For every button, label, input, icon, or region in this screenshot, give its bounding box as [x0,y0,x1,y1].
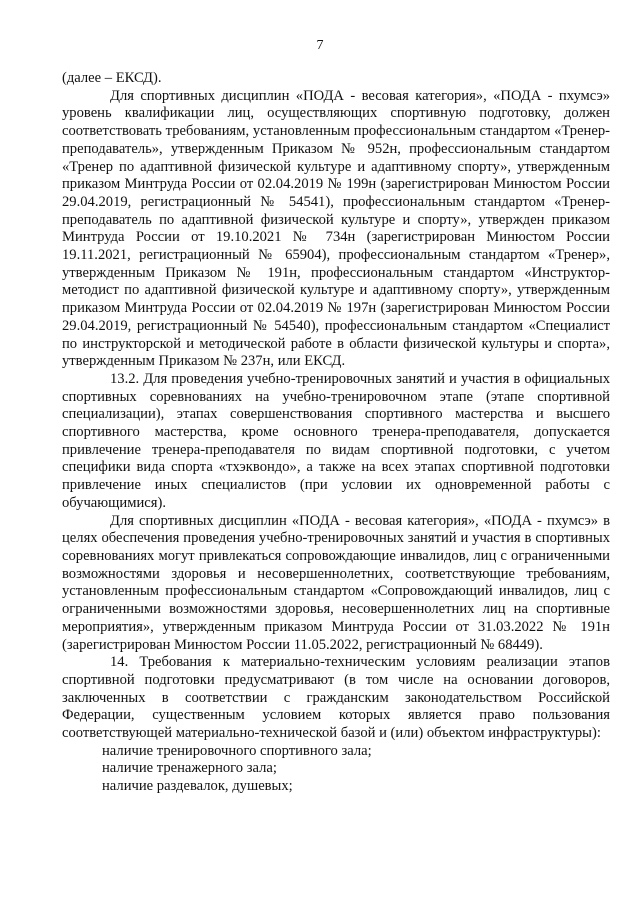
document-body [62,70,610,796]
paragraph-13-2: 13.2. Для проведения учебно-тренировочных занятий и участия в официальных спортивных соревнованиях на учебно-тренировочном этапе (этапе спортивной специализации), этапах совершенствования спортивного мастерства и высшего спортивного мастерства, кроме основного тренера-преподавателя, допускается привлечение тренера-преподавателя по видам спортивной подготовки, с учетом специфики вида спорта «тхэквондо», а также на всех этапах спортивной подготовки привлечение иных специалистов (при условии их одновременной работы с обучающимися). [62,370,610,511]
paragraph-poda-escorts: Для спортивных дисциплин «ПОДА - весовая категория», «ПОДА - пхумсэ» в целях обеспечения проведения учебно-тренировочных занятий и участия в спортивных соревнованиях могут привлекаться сопровождающие инвалидов, лиц с ограниченными возможностями здоровья и несовершеннолетних, соответствующие требованиям, установленным профессиональным стандартом «Сопровождающий инвалидов, лиц с ограниченными возможностями здоровья, несовершеннолетних лиц на спортивные мероприятия», утвержденным приказом Минтруда России от 31.03.2022 № 191н (зарегистрирован Минюстом России 11.05.2022, регистрационный № 68449). [62,512,610,653]
paragraph-14-requirements: 14. Требования к материально-техническим условиям реализации этапов спортивной подготовки предусматривают (в том числе на основании договоров, заключенных в соответствии с гражданским законодательством Российской Федерации, существенным условием которых является право пользования соответствующей материально-технической базой и (или) объектом инфраструктуры): [62,654,610,742]
list-item-gym: наличие тренажерного зала; [102,760,277,777]
page-number: 7 [316,38,324,53]
list-item-training-hall: наличие тренировочного спортивного зала; [102,742,372,759]
list-item-locker-rooms: наличие раздевалок, душевых; [102,778,293,795]
paragraph-poda-qualification: Для спортивных дисциплин «ПОДА - весовая категория», «ПОДА - пхумсэ» уровень квалификации лиц, осуществляющих спортивную подготовку, должен соответствовать требованиям, установленным профессиональным стандартом «Тренер-преподаватель», утвержденным Приказом № 952н, профессиональным стандартом «Тренер по адаптивной физической культуре и адаптивному спорту», утвержденным приказом Минтруда России от 02.04.2019 № 199н (зарегистрирован Минюстом России 29.04.2019, регистрационный № 54541), профессиональным стандартом «Тренер-преподаватель по адаптивной физической культуре и спорту», утвержден приказом Минтруда России от 19.10.2021 № 734н (зарегистрирован Минюстом России 19.11.2021, регистрационный № 65904), профессиональным стандартом «Тренер», утвержденным Приказом № 191н, профессиональным стандартом «Инструктор-методист по адаптивной физической культуре и адаптивному спорту», утвержденным приказом Минтруда России от 02.04.2019 № 197н (зарегистрирован Минюстом России 29.04.2019, регистрационный № 54540), профессиональным стандартом «Специалист по инструкторской и методической работе в области физической культуры и спорта», утвержденным Приказом № 237н, или ЕКСД. [62,87,610,370]
paragraph-eksd-continuation: (далее – ЕКСД). [62,70,162,86]
